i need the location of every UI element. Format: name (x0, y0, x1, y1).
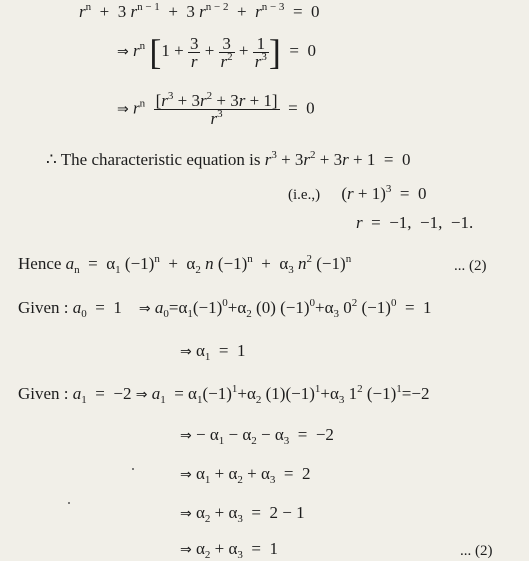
roots-line: r = −1, −1, −1. (356, 213, 474, 232)
characteristic-equation-line: ∴ The characteristic equation is $r^3 + 3r^2 + 3r + 1 = 0$ (46, 149, 411, 169)
two-minus-one: 2 − 1 (269, 503, 305, 522)
ie-label: (i.e.,) (288, 187, 321, 203)
print-speck (132, 468, 134, 470)
rhs-zero: 0 (311, 2, 320, 21)
ie-line: (i.e.,) $(r + 1)^3 = 0$ (288, 183, 427, 203)
therefore-symbol: ∴ (46, 150, 57, 169)
negated-sum-line: ⇒ − $\alpha_1 - \alpha_2 - \alpha_3 = -2$ (180, 425, 334, 447)
sum-line: ⇒ $\alpha_1 + \alpha_2 + \alpha_3 = 2$ (180, 464, 311, 486)
fraction-3-over-r2: $\frac{3}{r^2}$ (220, 33, 233, 71)
equation-ref-2b: ... (2) (460, 543, 493, 559)
substitution-line: ⇒ $\alpha_2 + \alpha_3 = 2 - 1$ (180, 503, 305, 525)
equation-line-2: ⇒ $r^n$ [1 + $\frac{3}{r}$ + $\frac{3}{r^2}$ + $\frac{1}{r^3}$ ] = 0 (117, 32, 316, 72)
minus-two: −2 (315, 425, 334, 444)
general-solution-line: Hence $a_n = \alpha_1$ $(-1)^n + \alpha_2$ n $(-1)^n + \alpha_3$ $n^2$ $(-1)^n$ (18, 253, 352, 276)
fraction-3-over-r: $\frac{3}{r}$ (189, 33, 199, 71)
initial-condition-a1-line: Given : $a_1 = -2$ ⇒ $a_1 = \alpha_1(-1)^1+\alpha_2$ $(1)(-1)^1+\alpha_3$ $1^2$ $(-1)^1=-2$ (18, 383, 430, 406)
fraction-1-over-r3: $\frac{1}{r^3}$ (254, 33, 267, 71)
equation-ref-2a: ... (2) (454, 258, 487, 274)
given-label-2: Given : (18, 384, 69, 403)
final-line: ⇒ $\alpha_2 + \alpha_3 = 1$ (180, 539, 278, 561)
given-label: Given : (18, 298, 69, 317)
initial-condition-a0-line: Given : $a_0 = 1$ ⇒ $a_0=\alpha_1(-1)^0+\alpha_2$ (0) $(-1)^0+\alpha_3$ $0^2$ $(-1)^0 = 1$ (18, 297, 432, 320)
hence-word: Hence (18, 254, 62, 273)
alpha1-result-line: ⇒ $\alpha_1 = 1$ (180, 341, 246, 363)
implies-arrow: ⇒ (117, 43, 129, 60)
characteristic-words: The characteristic equation is (60, 150, 261, 169)
equation-line-3: ⇒ $r^n$ $\frac{[r^3 + 3r^2 + 3r + 1]}{r^3}$ = 0 (117, 90, 315, 128)
print-speck (68, 502, 70, 504)
polynomial-fraction: $\frac{[r^3 + 3r^2 + 3r + 1]}{r^3}$ (155, 90, 278, 128)
equation-line-1: $r^n + 3$ $r^{n - 1} + 3$ $r^{n - 2} + r^{n - 3} = 0$ (79, 1, 320, 21)
